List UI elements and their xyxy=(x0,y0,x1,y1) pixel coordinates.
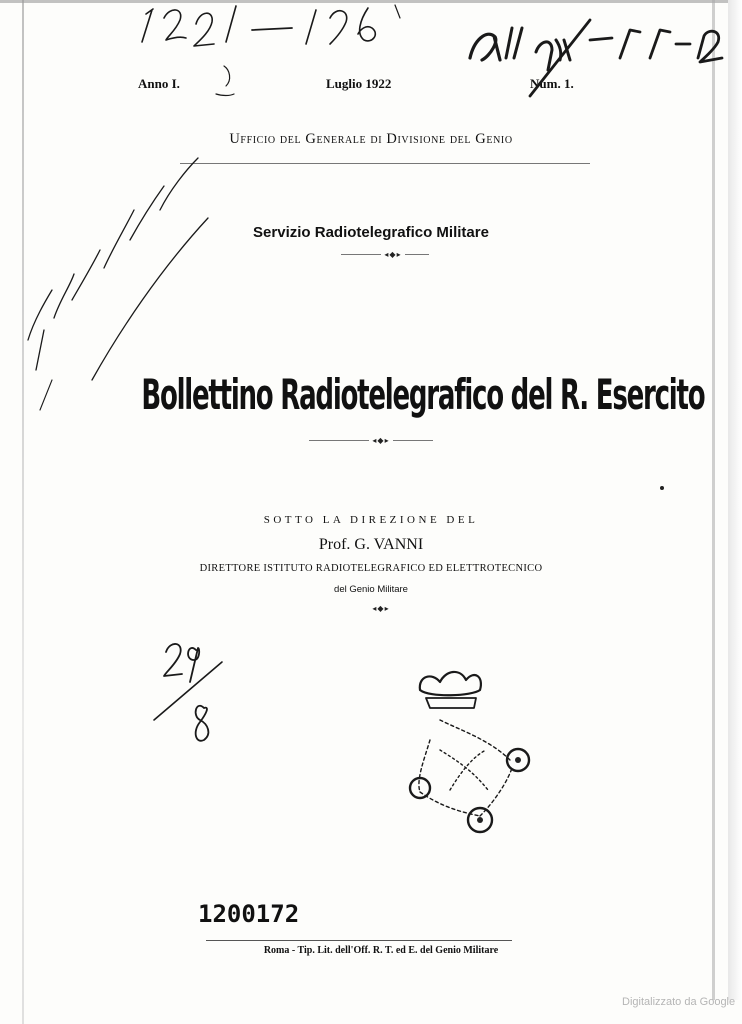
handwritten-reference xyxy=(470,20,722,96)
imprint-rule xyxy=(206,940,512,941)
scan-edge-outer xyxy=(728,0,742,1000)
ornament-divider: ◂◆▸ xyxy=(372,604,390,613)
date-label: Luglio 1922 xyxy=(326,76,392,91)
divider-rule xyxy=(180,163,590,164)
inventory-number: 1200172 xyxy=(198,900,300,928)
handwritten-fraction xyxy=(154,644,222,741)
crown-seal-stamp-icon xyxy=(410,672,529,832)
pencil-marks xyxy=(216,66,664,490)
director-role: DIRETTORE ISTITUTO RADIOTELEGRAFICO ED ELETTROTECNICO xyxy=(199,563,543,574)
digitization-watermark: Digitalizzato da Google xyxy=(622,996,736,1008)
service-heading: Servizio Radiotelegrafico Militare xyxy=(253,224,489,241)
ornament-divider: ◂◆▸ xyxy=(0,250,742,259)
main-title: Bollettino Radiotelegrafico del R. Esercito xyxy=(141,370,705,419)
director-name: Prof. G. VANNI xyxy=(318,536,424,553)
direction-intro: SOTTO LA DIREZIONE DEL xyxy=(263,514,479,526)
anno-label: Anno I. xyxy=(138,76,180,91)
scan-edge-top xyxy=(0,0,742,3)
scan-edge-right xyxy=(712,0,715,1000)
printer-imprint: Roma - Tip. Lit. dell'Off. R. T. ed E. del Genio Militare xyxy=(263,945,499,956)
director-institution: del Genio Militare xyxy=(334,584,408,595)
issue-number: Num. 1. xyxy=(530,76,574,91)
office-heading: Ufficio del Generale di Divisione del Genio xyxy=(229,131,513,147)
scan-edge-left xyxy=(22,0,24,1024)
ornament-divider: ◂◆▸ xyxy=(0,436,742,445)
handwritten-years xyxy=(142,5,400,46)
